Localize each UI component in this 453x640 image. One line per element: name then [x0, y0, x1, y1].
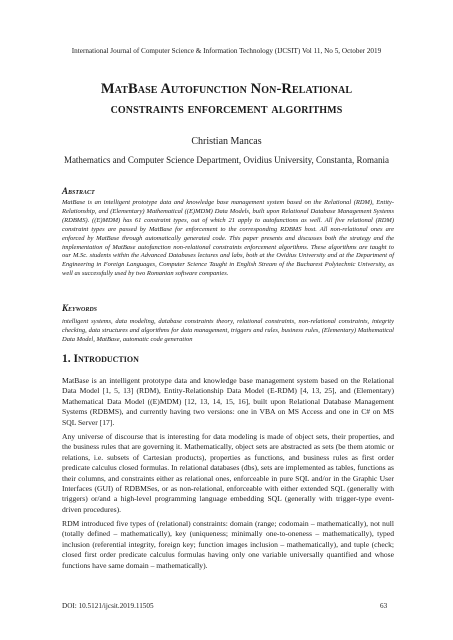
keywords-text: intelligent systems, data modeling, database constraints theory, relational constraints, non-relational constraints, integrity checking, data structures and algorithms for data management, triggers and rules, business rules, (Elementary) Mathematical Data Model, MatBase, automatic code generation — [62, 318, 394, 343]
paper-title-line-2: constraints enforcement algorithms — [110, 101, 343, 117]
author-affiliation: Mathematics and Computer Science Department, Ovidius University, Constanta, Romania — [63, 155, 390, 165]
abstract-heading: Abstract — [62, 186, 95, 196]
intro-paragraph-1: MatBase is an intelligent prototype data and knowledge base management system based on the Relational Data Model [1, 5, 13] (RDM), Entity-Relationship Data Model (E-RDM) [4, 13, 25], and (Elementary) Mathematical Data Model ((E)MDM) [12, 13, 14, 15, 16], built upon Relational Database Management Systems (RDBMS), and currently having two versions: one in VBA on MS Access and one in C# on MS SQL Server [17]. — [62, 376, 394, 427]
running-header: International Journal of Computer Science & Information Technology (IJCSIT) Vol 11, No 5, October 2019 — [71, 47, 382, 55]
author-name: Christian Mancas — [191, 136, 262, 147]
paper-title-line-1: MatBase Autofunction Non-Relational — [100, 81, 353, 97]
keywords-heading: Keywords — [62, 303, 98, 313]
footer-doi: DOI: 10.5121/ijcsit.2019.11505 — [62, 602, 154, 610]
footer-page-number: 63 — [380, 602, 388, 610]
paper-title — [40, 79, 413, 119]
intro-paragraph-3: RDM introduced five types of (relational) constraints: domain (range; codomain – mathematically), not null (totally defined – mathematically), key (uniqueness; minimally one-to-oneness – mathematically), typed inclusion (referential integrity, foreign key; function images inclusion – mathematically), and tuple (check; closed first order predicate calculus formulas having only one variable universally quantified and whose functions have same domain – mathematically). — [62, 519, 394, 570]
abstract-text: MatBase is an intelligent prototype data and knowledge base management system based on the Relational (RDM), Entity-Relationship, and (Elementary) Mathematical ((E)MDM) Data Models, built upon Relational Database Management Systems (RDBMS). ((E)MDM) has 61 constraint types, out of which 21 apply to autofunctions as well. All five relational (RDM) constraint types are passed by MatBase for enforcement to the corresponding RDBMS host. All non-relational ones are enforced by MatBase through automatically generated code. This paper presents and discusses both the strategy and the implementation of MatBase autofunction non-relational constraints enforcement algorithms. These algorithms are taught to our M.Sc. students within the Advanced Databases lectures and labs, both at the Ovidius University and at the Department of Engineering in Foreign Languages, Computer Science Taught in English Stream of the Bucharest Polytechnic University, as well as successfully used by two Romanian software companies. — [62, 199, 394, 278]
section-heading-introduction: 1. Introduction — [62, 353, 139, 365]
intro-paragraph-2: Any universe of discourse that is interesting for data modeling is made of object sets, their properties, and the business rules that are governing it. Mathematically, object sets are abstracted as sets (be them atomic or relations, i.e. subsets of Cartesian products), properties as functions, and business rules as first order predicate calculus closed formulas. In relational databases (dbs), sets are implemented as tables, functions as their columns, and constraints either as relational ones, enforceable in pure SQL and/or in the Graphic User Interfaces (GUI) of RDBMSes, or as non-relational, enforceable with either extended SQL (generally with triggers) or/and a high-level programming language embedding SQL (generally with trigger-type event-driven procedures). — [62, 432, 394, 514]
